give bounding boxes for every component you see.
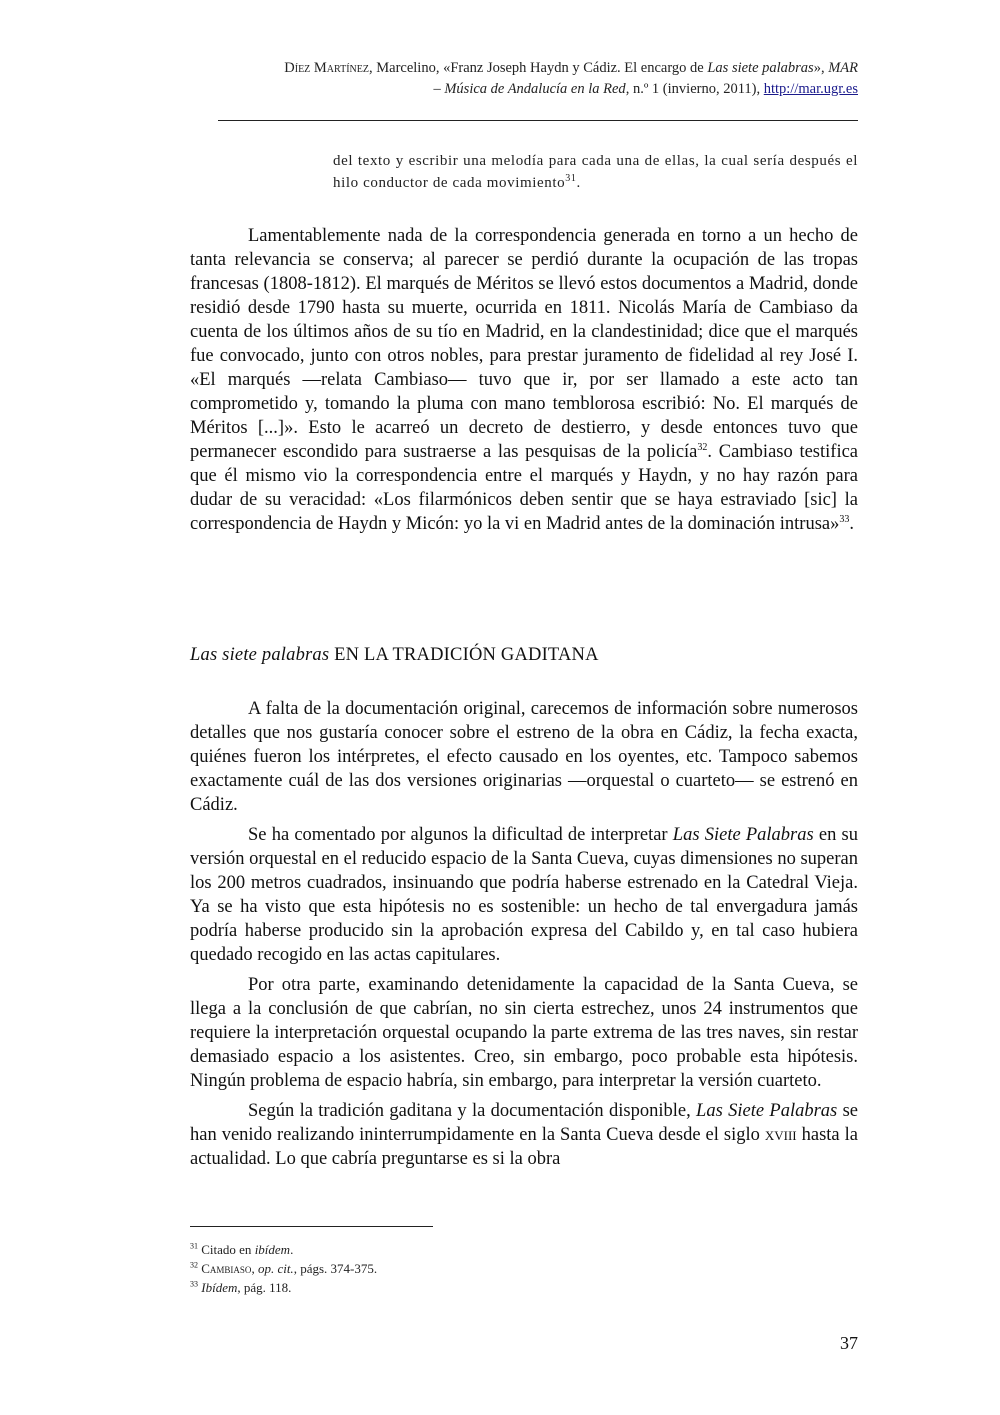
header-work-title: Las siete palabras — [707, 60, 814, 76]
header-author: Díez Martínez — [284, 60, 369, 76]
page-number: 37 — [840, 1333, 858, 1353]
footnote-ref-31[interactable]: 31 — [565, 173, 577, 184]
paragraph-5: Según la tradición gaditana y la documentación disponible, Las Siete Palabras se han venido realizando ininterrumpidamente en la Santa Cueva desde el siglo xviii hasta la actualidad. Lo que cabría preguntarse es si la obra — [190, 1101, 858, 1169]
paragraph-4: Por otra parte, examinando detenidamente la capacidad de la Santa Cueva, se llega a la conclusión de que cabrían, no sin cierta estrechez, unos 24 instrumentos que requiere la interpretación orquestal ocupando la parte extrema de las tres naves, sin restar demasiado espacio a los asistentes. Creo, sin embargo, poco probable esta hipótesis. Ningún problema de espacio habría, sin embargo, para interpretar la versión cuarteto. — [190, 975, 858, 1091]
footnote-ref-33[interactable]: 33 — [839, 513, 850, 525]
footnote-31: $^{31}$ Citado en ibídem. — [190, 1241, 294, 1257]
header-line-2: – Música de Andalucía en la Red, n.º 1 (invierno, 2011), http://mar.ugr.es — [433, 81, 858, 97]
running-header — [190, 58, 858, 100]
footnotes — [190, 1240, 377, 1297]
paragraph-1: Lamentablemente nada de la correspondencia generada en torno a un hecho de tanta relevancia se conserva; al parecer se perdió durante la ocupación de las tropas francesas (1808-1812). El marqués de Méritos se llevó estos documentos a Madrid, donde residió desde 1790 hasta su muerte, ocurrida en 1811. Nicolás María de Cambiaso da cuenta de los últimos años de su tío en Madrid, en la clandestinidad; dice que el marqués fue convocado, junto con otros nobles, para prestar juramento de fidelidad al rey José I. «El marqués —relata Cambiaso— tuvo que ir, por ser llamado a este acto tan comprometido y, tomando la pluma con mano temblorosa escribió: No. El marqués de Méritos [...]». Esto le acarreó un decreto de destierro, y desde entonces tuvo que permanecer escondido para sustraerse a las pesquisas de la policía$^{32}$. Cambiaso testifica que él mismo vio la correspondencia entre el marqués y Haydn, y no hay razón para dudar de su veracidad: «Los filarmónicos deben sentir que se haya estraviado [sic] la correspondencia de Haydn y Micón: yo la vi en Madrid antes de la dominación intrusa»$^{33}$. — [190, 226, 859, 534]
header-journal-link[interactable]: http://mar.ugr.es — [763, 81, 858, 97]
header-journal-abbrev: MAR — [828, 60, 858, 76]
header-line-1: Díez Martínez, Marcelino, «Franz Joseph Haydn y Cádiz. El encargo de Las siete palabras», MAR — [284, 60, 858, 76]
footnote-32: $^{32}$ Cambiaso, op. cit., págs. 374-375. — [190, 1260, 378, 1276]
paragraph-3: Se ha comentado por algunos la dificultad de interpretar Las Siete Palabras en su versión orquestal en el reducido espacio de la Santa Cueva, cuyas dimensiones no superan los 200 metros cuadrados, insinuando que podría haberse estrenado en la Catedral Vieja. Ya se ha visto que esta hipótesis no es sostenible: un hecho de tal envergadura jamás podría haberse producido sin la aprobación expresa del Cabildo y, en tal caso hubiera quedado recogido en las actas capitulares. — [190, 825, 859, 965]
header-journal-name: Música de Andalucía en la Red — [444, 81, 626, 97]
header-divider — [218, 120, 858, 121]
body-section-1 — [190, 224, 858, 536]
footnote-ref-32[interactable]: 32 — [697, 441, 708, 453]
footnote-divider — [190, 1226, 433, 1227]
section-heading: Las siete palabras EN LA TRADICIÓN GADITANA — [190, 645, 599, 665]
paragraph-2: A falta de la documentación original, carecemos de información sobre numerosos detalles que nos gustaría conocer sobre el estreno de la obra en Cádiz, la fecha exacta, quiénes fueron los intérpretes, el efecto causado en los oyentes, etc. Tampoco sabemos exactamente cuál de las dos versiones originarias —orquestal o cuarteto— se estrenó en Cádiz. — [190, 699, 858, 815]
body-section-2 — [190, 697, 858, 1171]
century-numeral: xviii — [764, 1125, 797, 1145]
footnote-33: $^{33}$ Ibídem, pág. 118. — [190, 1279, 292, 1295]
block-quote: del texto y escribir una melodía para cada una de ellas, la cual sería después el hilo conductor de cada movimiento$^{31}$. — [333, 153, 858, 191]
